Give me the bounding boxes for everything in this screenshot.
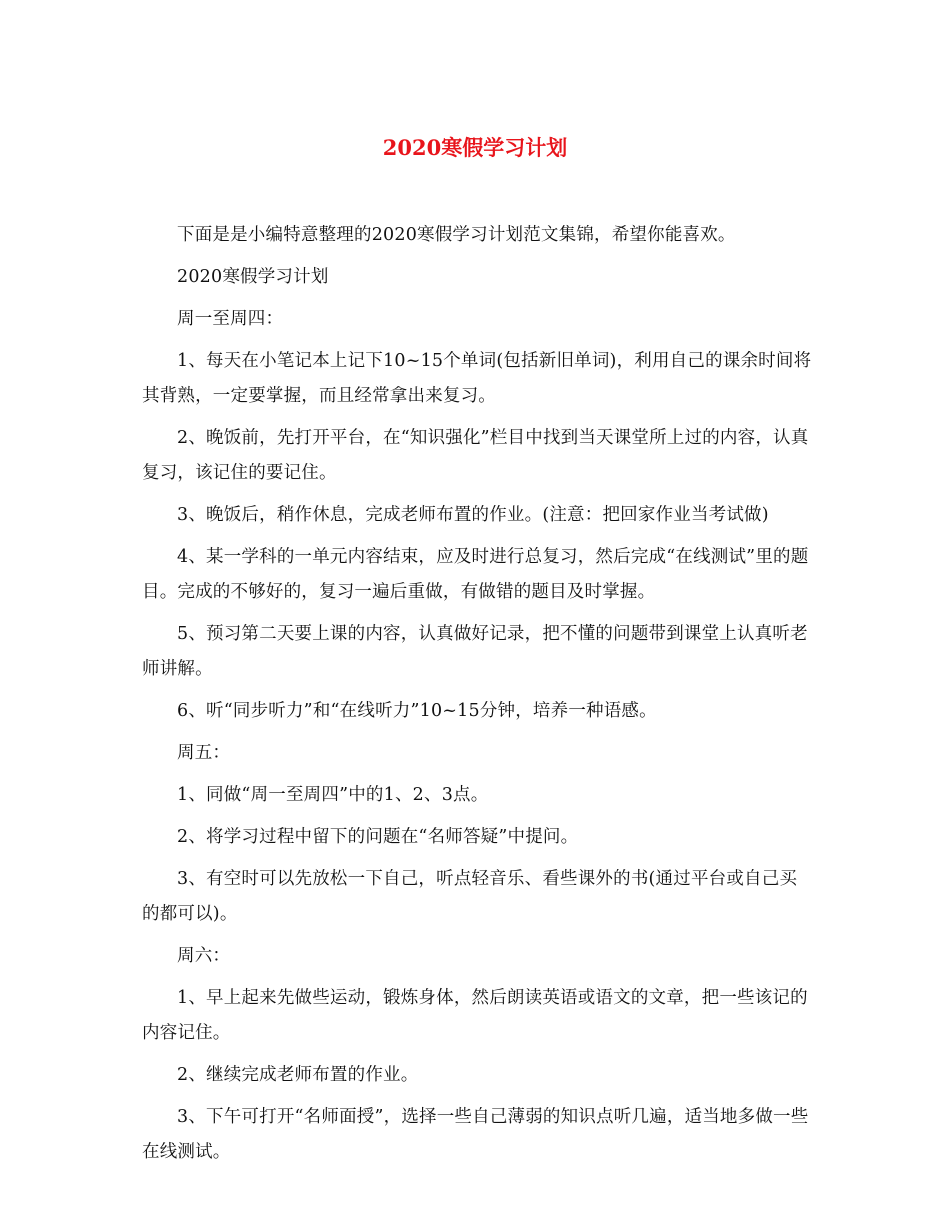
mon-thu-item-2: 2、晚饭前，先打开平台，在“知识强化”栏目中找到当天课堂所上过的内容，认真复习，该记住的要记住。 (142, 428, 809, 483)
mon-thu-item-4: 4、某一学科的一单元内容结束，应及时进行总复习，然后完成“在线测试”里的题目。完成的不够好的，复习一遍后重做，有做错的题目及时掌握。 (142, 547, 809, 602)
section-heading-mon-thu: 周一至周四： (177, 309, 284, 329)
sat-item-1: 1、早上起来先做些运动，锻炼身体，然后朗读英语或语文的文章，把一些该记的内容记住。 (142, 988, 808, 1043)
sat-item-2: 2、继续完成老师布置的作业。 (177, 1065, 419, 1085)
fri-item-3: 3、有空时可以先放松一下自己，听点轻音乐、看些课外的书(通过平台或自己买的都可以)。 (142, 869, 798, 924)
plan-heading: 2020寒假学习计划 (177, 267, 329, 287)
section-heading-sat: 周六： (177, 946, 231, 966)
sat-item-3: 3、下午可打开“名师面授”，选择一些自己薄弱的知识点听几遍，适当地多做一些在线测试。 (142, 1107, 809, 1162)
document-title: 2020寒假学习计划 (382, 135, 568, 160)
mon-thu-item-1: 1、每天在小笔记本上记下10~15个单词(包括新旧单词)，利用自己的课余时间将其背熟，一定要掌握，而且经常拿出来复习。 (142, 351, 812, 406)
fri-item-2: 2、将学习过程中留下的问题在“名师答疑”中提问。 (177, 827, 579, 847)
fri-item-1: 1、同做“周一至周四”中的1、2、3点。 (177, 785, 489, 805)
mon-thu-item-5: 5、预习第二天要上课的内容，认真做好记录，把不懂的问题带到课堂上认真听老师讲解。 (142, 624, 808, 679)
mon-thu-item-3: 3、晚饭后，稍作休息，完成老师布置的作业。(注意：把回家作业当考试做) (177, 505, 769, 525)
mon-thu-item-6: 6、听“同步听力”和“在线听力”10~15分钟，培养一种语感。 (177, 701, 657, 721)
document-body (142, 218, 814, 1177)
intro-paragraph: 下面是是小编特意整理的2020寒假学习计划范文集锦，希望你能喜欢。 (177, 225, 736, 245)
section-heading-fri: 周五： (177, 743, 231, 763)
